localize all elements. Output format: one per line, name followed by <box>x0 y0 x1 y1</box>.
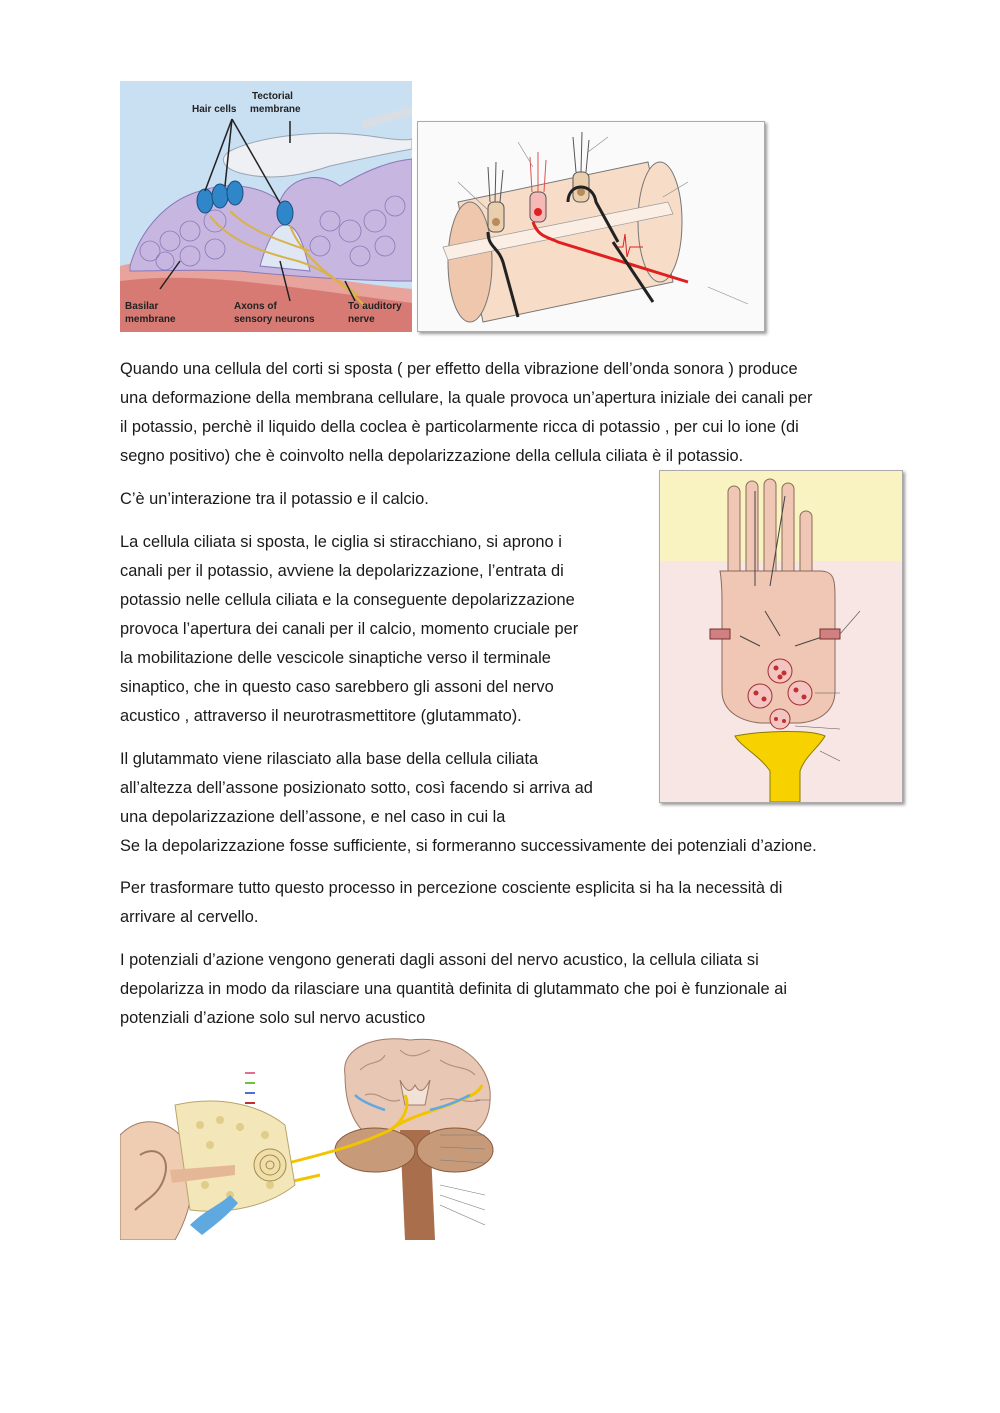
label-tectorial: Tectorial <box>252 91 293 102</box>
text-line: potenziali d’azione solo sul nervo acustico <box>120 1009 426 1027</box>
auditory-pathway-figure <box>120 1035 575 1240</box>
text-line: provoca l’apertura dei canali per il calcio, momento cruciale per <box>120 620 579 638</box>
text-line: il potassio, perchè il liquido della coclea è particolarmente ricca di potassio , per cui lo ione (di <box>120 418 799 436</box>
label-membrane: membrane <box>250 104 301 115</box>
text-line: Se la depolarizzazione fosse sufficiente, si formeranno successivamente dei potenziali d’azione. <box>120 837 817 855</box>
paragraph-3 <box>120 528 578 731</box>
text-line: C’è un’interazione tra il potassio e il calcio. <box>120 490 429 508</box>
text-line: all’altezza dell’assone posizionato sotto, così facendo si arriva ad <box>120 779 593 797</box>
text-line: Il glutammato viene rilasciato alla base della cellula ciliata <box>120 750 539 768</box>
text-line: potassio nelle cellula ciliata e la conseguente depolarizzazione <box>120 591 575 609</box>
label-nerve: nerve <box>348 314 375 325</box>
organ-of-corti-figure <box>120 81 412 332</box>
paragraph-4 <box>120 745 817 861</box>
label-to-auditory: To auditory <box>348 301 402 312</box>
label-sensory-neurons: sensory neurons <box>234 314 315 325</box>
text-line: I potenziali d’azione vengono generati dagli assoni del nervo acustico, la cellula ciliata si <box>120 951 759 969</box>
label-hair-cells: Hair cells <box>192 104 237 115</box>
text-line: arrivare al cervello. <box>120 908 259 926</box>
label-basilar-membrane: membrane <box>125 314 176 325</box>
paragraph-2 <box>120 485 429 514</box>
text-line: canali per il potassio, avviene la depolarizzazione, l’entrata di <box>120 562 564 580</box>
text-line: acustico , attraverso il neurotrasmettitore (glutammato). <box>120 707 522 725</box>
text-line: Per trasformare tutto questo processo in percezione cosciente esplicita si ha la necessità di <box>120 879 783 897</box>
hair-cell-cylinder-figure <box>417 121 765 332</box>
text-line: una depolarizzazione dell’assone, e nel caso in cui la <box>120 808 506 826</box>
label-axons-of: Axons of <box>234 301 277 312</box>
text-line: La cellula ciliata si sposta, le ciglia si stiracchiano, si aprono i <box>120 533 562 551</box>
text-line: una deformazione della membrana cellulare, la quale provoca un’apertura iniziale dei canali per <box>120 389 813 407</box>
label-basilar: Basilar <box>125 301 159 312</box>
text-line: Quando una cellula del corti si sposta ( per effetto della vibrazione dell’onda sonora ) produce <box>120 360 798 378</box>
paragraph-5 <box>120 874 782 932</box>
paragraph-1 <box>120 355 812 471</box>
text-line: la mobilitazione delle vescicole sinaptiche verso il terminale <box>120 649 551 667</box>
text-line: depolarizza in modo da rilasciare una quantità definita di glutammato che poi è funzionale ai <box>120 980 787 998</box>
paragraph-6 <box>120 946 787 1033</box>
text-line: sinaptico, che in questo caso sarebbero gli assoni del nervo <box>120 678 554 696</box>
text-line: segno positivo) che è coinvolto nella depolarizzazione della cellula ciliata è il potassio. <box>120 447 744 465</box>
